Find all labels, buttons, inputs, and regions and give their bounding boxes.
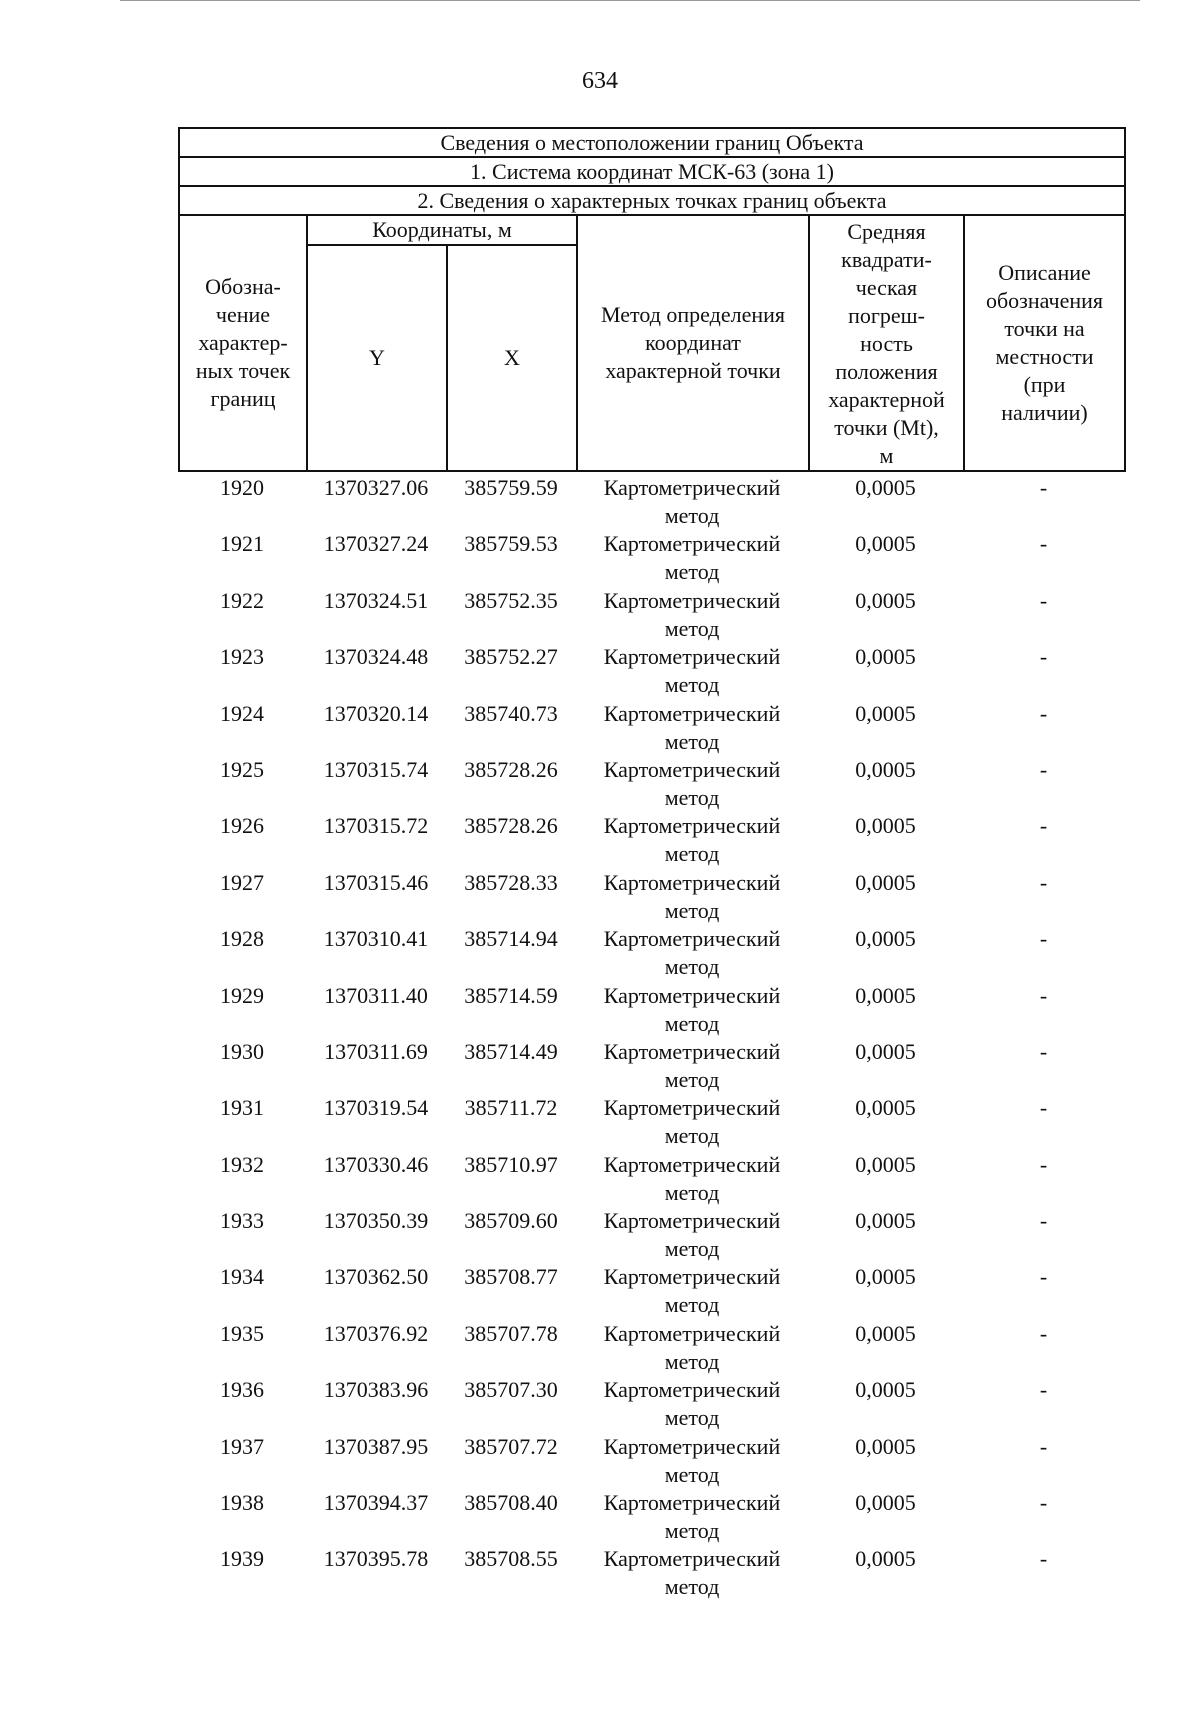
point-id-cell: 1930 (220, 1038, 264, 1064)
rms-cell: 0,0005 (855, 982, 916, 1008)
x-cell: 385728.33 (464, 869, 558, 895)
method-cell: Картометрический метод (603, 1433, 781, 1487)
description-cell: - (1039, 1151, 1048, 1177)
description-cell: - (1039, 475, 1048, 500)
description-cell: - (1039, 1490, 1048, 1516)
description-cell: - (1039, 1377, 1048, 1403)
section-title: 2. Сведения о характерных точках границ объекта (179, 186, 1125, 215)
header-rms-error: Средняя квадрати- ческая погреш- ность положения характерной точки (Mt), м (809, 215, 964, 471)
description-cell: - (1039, 926, 1048, 952)
point-id-cell: 1935 (220, 1320, 264, 1346)
table-row (178, 1263, 1124, 1319)
rms-cell: 0,0005 (855, 756, 916, 782)
point-id-cell: 1929 (220, 982, 264, 1008)
y-cell: 1370362.50 (323, 1264, 429, 1290)
y-cell: 1370324.51 (323, 587, 429, 613)
rms-cell: 0,0005 (855, 1546, 916, 1572)
x-cell: 385707.30 (464, 1377, 558, 1403)
rms-cell: 0,0005 (855, 813, 916, 839)
point-id-cell: 1931 (220, 1095, 264, 1121)
method-cell: Картометрический метод (603, 1377, 781, 1431)
method-cell: Картометрический метод (603, 813, 781, 867)
y-cell: 1370311.69 (324, 1038, 428, 1064)
y-cell: 1370315.46 (323, 869, 429, 895)
y-cell: 1370394.37 (323, 1490, 429, 1516)
table-row (178, 1151, 1124, 1207)
x-cell: 385752.35 (464, 587, 558, 613)
x-cell: 385709.60 (464, 1208, 558, 1234)
rms-cell: 0,0005 (855, 1433, 916, 1459)
point-id-cell: 1938 (220, 1490, 264, 1516)
data-rows (178, 474, 1124, 1602)
header-method: Метод определения координат характерной точки (577, 215, 809, 471)
table-row (178, 1207, 1124, 1263)
point-id-cell: 1933 (220, 1208, 264, 1234)
point-id-cell: 1939 (220, 1546, 264, 1572)
header-y: Y (307, 245, 447, 471)
point-id-cell: 1926 (220, 813, 264, 839)
point-id-cell: 1937 (220, 1433, 264, 1459)
x-cell: 385728.26 (464, 756, 558, 782)
method-cell: Картометрический метод (603, 1264, 781, 1318)
header-x: X (447, 245, 577, 471)
table-row (178, 1489, 1124, 1545)
table-row (178, 474, 1124, 530)
rms-cell: 0,0005 (855, 475, 916, 500)
point-id-cell: 1934 (220, 1264, 264, 1290)
rms-cell: 0,0005 (855, 1208, 916, 1234)
x-cell: 385708.77 (464, 1264, 558, 1290)
method-cell: Картометрический метод (603, 1151, 781, 1205)
method-cell: Картометрический метод (603, 756, 781, 810)
table-row (178, 530, 1124, 586)
table-row (178, 587, 1124, 643)
method-cell: Картометрический метод (603, 1038, 781, 1092)
point-id-cell: 1927 (220, 869, 264, 895)
coordinate-system-title: 1. Система координат МСК-63 (зона 1) (179, 157, 1125, 186)
rms-cell: 0,0005 (855, 1264, 916, 1290)
method-cell: Картометрический метод (603, 1546, 781, 1600)
method-cell: Картометрический метод (603, 531, 781, 585)
table-row (178, 1038, 1124, 1094)
rms-cell: 0,0005 (855, 1038, 916, 1064)
table-row (178, 756, 1124, 812)
method-cell: Картометрический метод (603, 1095, 781, 1149)
rms-cell: 0,0005 (855, 1320, 916, 1346)
x-cell: 385759.59 (464, 475, 558, 500)
description-cell: - (1039, 982, 1048, 1008)
table-row (178, 925, 1124, 981)
description-cell: - (1039, 644, 1048, 670)
rms-cell: 0,0005 (855, 1490, 916, 1516)
x-cell: 385759.53 (464, 531, 558, 557)
x-cell: 385711.72 (464, 1095, 558, 1121)
description-cell: - (1039, 700, 1048, 726)
page-number: 634 (582, 68, 618, 94)
description-cell: - (1039, 756, 1048, 782)
point-id-cell: 1928 (220, 926, 264, 952)
y-cell: 1370320.14 (323, 700, 429, 726)
description-cell: - (1039, 813, 1048, 839)
y-cell: 1370315.72 (323, 813, 429, 839)
header-description: Описание обозначения точки на местности (при наличии) (964, 215, 1125, 471)
header-table (178, 127, 1126, 472)
method-cell: Картометрический метод (603, 700, 781, 754)
point-id-cell: 1936 (220, 1377, 264, 1403)
description-cell: - (1039, 1095, 1048, 1121)
rms-cell: 0,0005 (855, 1377, 916, 1403)
rms-cell: 0,0005 (855, 1151, 916, 1177)
x-cell: 385707.78 (464, 1320, 558, 1346)
description-cell: - (1039, 1320, 1048, 1346)
point-id-cell: 1922 (220, 587, 264, 613)
top-rule (120, 0, 1140, 1)
x-cell: 385752.27 (464, 644, 558, 670)
point-id-cell: 1923 (220, 644, 264, 670)
method-cell: Картометрический метод (603, 926, 781, 980)
header-point-id: Обозна- чение характер- ных точек границ (179, 215, 307, 471)
y-cell: 1370311.40 (324, 982, 428, 1008)
y-cell: 1370327.24 (323, 531, 429, 557)
description-cell: - (1039, 587, 1048, 613)
description-cell: - (1039, 1264, 1048, 1290)
y-cell: 1370383.96 (323, 1377, 429, 1403)
x-cell: 385714.94 (464, 926, 558, 952)
y-cell: 1370387.95 (323, 1433, 429, 1459)
rms-cell: 0,0005 (855, 644, 916, 670)
table-row (178, 869, 1124, 925)
x-cell: 385714.49 (464, 1038, 558, 1064)
y-cell: 1370310.41 (323, 926, 429, 952)
table-row (178, 1320, 1124, 1376)
rms-cell: 0,0005 (855, 531, 916, 557)
y-cell: 1370350.39 (323, 1208, 429, 1234)
method-cell: Картометрический метод (603, 869, 781, 923)
rms-cell: 0,0005 (855, 869, 916, 895)
method-cell: Картометрический метод (603, 1208, 781, 1262)
method-cell: Картометрический метод (603, 587, 781, 641)
y-cell: 1370315.74 (323, 756, 429, 782)
y-cell: 1370327.06 (323, 475, 429, 500)
y-cell: 1370324.48 (323, 644, 429, 670)
table-row (178, 1376, 1124, 1432)
y-cell: 1370376.92 (323, 1320, 429, 1346)
x-cell: 385714.59 (464, 982, 558, 1008)
x-cell: 385740.73 (464, 700, 558, 726)
point-id-cell: 1920 (220, 475, 264, 500)
table-row (178, 1094, 1124, 1150)
y-cell: 1370330.46 (323, 1151, 429, 1177)
table-title: Сведения о местоположении границ Объекта (179, 128, 1125, 157)
description-cell: - (1039, 869, 1048, 895)
method-cell: Картометрический метод (603, 475, 781, 528)
table-row (178, 643, 1124, 699)
y-cell: 1370319.54 (323, 1095, 429, 1121)
rms-cell: 0,0005 (855, 587, 916, 613)
table-row (178, 1545, 1124, 1601)
point-id-cell: 1925 (220, 756, 264, 782)
table-row (178, 1433, 1124, 1489)
header-coordinates: Координаты, м (307, 215, 577, 245)
method-cell: Картометрический метод (603, 1490, 781, 1544)
description-cell: - (1039, 1208, 1048, 1234)
x-cell: 385708.55 (464, 1546, 558, 1572)
x-cell: 385710.97 (464, 1151, 558, 1177)
table-row (178, 700, 1124, 756)
rms-cell: 0,0005 (855, 700, 916, 726)
x-cell: 385708.40 (464, 1490, 558, 1516)
x-cell: 385728.26 (464, 813, 558, 839)
table-row (178, 982, 1124, 1038)
description-cell: - (1039, 1433, 1048, 1459)
description-cell: - (1039, 531, 1048, 557)
table-row (178, 812, 1124, 868)
y-cell: 1370395.78 (323, 1546, 429, 1572)
description-cell: - (1039, 1546, 1048, 1572)
description-cell: - (1039, 1038, 1048, 1064)
rms-cell: 0,0005 (855, 926, 916, 952)
x-cell: 385707.72 (464, 1433, 558, 1459)
rms-cell: 0,0005 (855, 1095, 916, 1121)
method-cell: Картометрический метод (603, 644, 781, 698)
method-cell: Картометрический метод (603, 1320, 781, 1374)
point-id-cell: 1924 (220, 700, 264, 726)
point-id-cell: 1921 (220, 531, 264, 557)
point-id-cell: 1932 (220, 1151, 264, 1177)
method-cell: Картометрический метод (603, 982, 781, 1036)
